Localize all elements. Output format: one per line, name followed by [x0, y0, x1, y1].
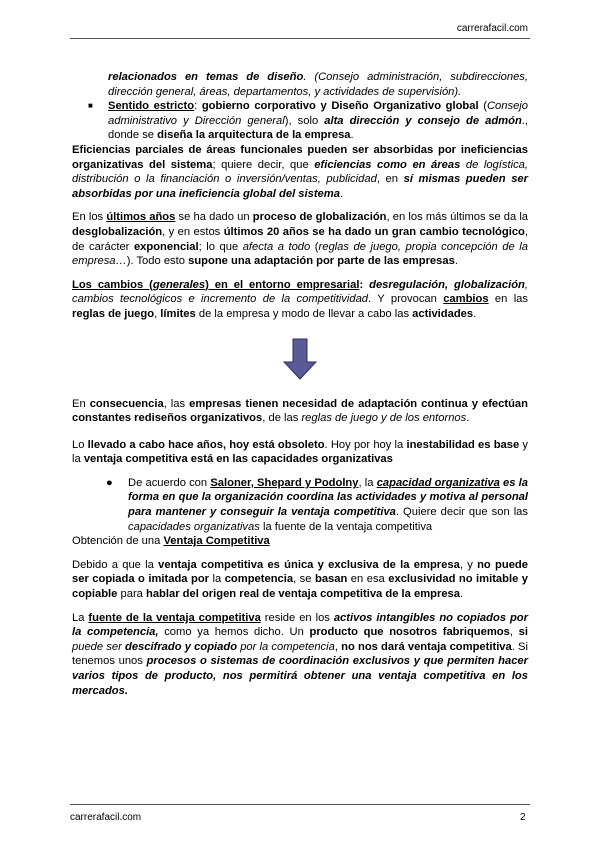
square-bullet-icon: ■: [88, 101, 93, 111]
bullet-sentido-estricto: ■ Sentido estricto: gobierno corporativo y Diseño Organizativo global (Consejo administrativo y Dirección general), solo alta dirección y consejo de admón., donde se diseña la arquitectura de la empresa.: [72, 99, 528, 143]
paragraph-continuation: relacionados en temas de diseño. (Consejo administración, subdirecciones, dirección general, áreas, departamentos, y actividades de supervisión).: [108, 71, 528, 98]
down-arrow-icon: [283, 338, 317, 380]
down-arrow: [72, 330, 528, 388]
paragraph-obtencion: Obtención de una Ventaja Competitiva: [72, 535, 270, 548]
paragraph-obsoleto: Lo llevado a cabo hace años, hoy está obsoleto. Hoy por hoy la inestabilidad es base y la ventaja competitiva está en las capacidades organizativas: [72, 438, 528, 466]
paragraph-ineficiencias: Eficiencias parciales de áreas funcionales pueden ser absorbidas por ineficiencias organizativas del sistema; quiere decir, que eficiencias como en áreas de logística, distribución o la financiación o inversión/ventas, publicidad, en sí mismas pueden ser absorbidas por una ineficiencia global del sistema.: [72, 143, 528, 200]
paragraph-cambios: Los cambios (generales) en el entorno empresarial: desregulación, globalización, cambios tecnológicos e incremento de la competitividad. Y provocan cambios en las reglas de juego, límites de la empresa y modo de llevar a cabo las actividades.: [72, 278, 528, 320]
paragraph-globalizacion: En los últimos años se ha dado un proceso de globalización, en los más últimos se da la desglobalización, y en estos últimos 20 años se ha dado un gran cambio tecnológico, de carácter exponencial; lo que afecta a todo (reglas de juego, propia concepción de la empresa…). Todo esto supone una adaptación por parte de las empresas.: [72, 211, 529, 268]
footer-rule: [70, 804, 530, 805]
dot-bullet-icon: ●: [106, 476, 113, 489]
footer-site: carrerafacil.com: [70, 812, 142, 823]
bullet-saloner: ● De acuerdo con Saloner, Shepard y Podolny, la capacidad organizativa es la forma en que la organización coordina las actividades y motiva al personal para mantener y conseguir la ventaja competitiva. Quiere decir que son las capacidades organizativas la fuente de la ventaja competitiva: [72, 476, 528, 534]
paragraph-debido: Debido a que la ventaja competitiva es única y exclusiva de la empresa, y no puede ser copiada o imitada por la competencia, se basan en esa exclusividad no imitable y copiable para hablar del origen real de ventaja competitiva de la empresa.: [72, 558, 529, 601]
page-body: [72, 70, 528, 698]
paragraph-fuente: La fuente de la ventaja competitiva reside en los activos intangibles no copiados por la competencia, como ya hemos dicho. Un producto que nosotros fabriquemos, si puede ser descifrado y copiado por la competencia, no nos dará ventaja competitiva. Si tenemos unos procesos o sistemas de coordinación exclusivos y que permiten hacer varios tipos de producto, nos permitirá obtener una ventaja competitiva en los mercados.: [72, 611, 529, 697]
page-number: 2: [520, 812, 526, 823]
paragraph-consecuencia: En consecuencia, las empresas tienen necesidad de adaptación continua y efectúan constantes rediseños organizativos, de las reglas de juego y de los entornos.: [72, 397, 528, 425]
header-rule: [70, 38, 530, 39]
header-site: carrerafacil.com: [456, 23, 528, 34]
